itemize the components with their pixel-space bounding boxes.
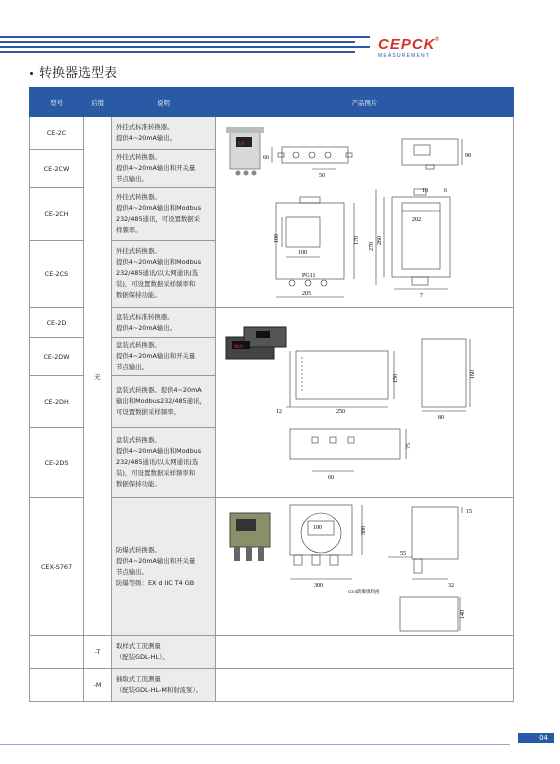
suffix-cell-merged: 无: [84, 117, 112, 636]
table-header-row: [30, 88, 514, 117]
bullet-icon: [30, 72, 33, 75]
svg-text:66: 66: [263, 155, 269, 161]
desc-cell: 盘装式转换器。 提供4~20mA输出和开关量 节点输出。: [112, 338, 216, 376]
brand-logo: [378, 38, 448, 60]
model-cell: [30, 669, 84, 702]
brand-name: CEPCK: [378, 36, 436, 53]
svg-text:100: 100: [274, 234, 280, 243]
desc-cell: 防爆式转换器。 提供4~20mA输出和开关量 节点输出。 防爆等级：EX d IIC T4 GB: [112, 498, 216, 636]
svg-text:0.0: 0.0: [238, 142, 245, 147]
desc-cell: 外挂式转换器。 提供4~20mA输出和Modbus 232/485通讯，可设置数据采 样频率。: [112, 188, 216, 240]
svg-text:7: 7: [420, 293, 423, 299]
header-desc: 说明: [112, 88, 216, 117]
explosion-proof-drawings: [216, 499, 512, 635]
desc-cell: 盘装式转换器。 提供4~20mA输出和Modbus 232/485通讯/以太网通讯(选 装)，可设置数据采样频率和 数据保持功能。: [112, 428, 216, 498]
svg-text:12: 12: [276, 408, 282, 415]
svg-text:10: 10: [422, 188, 428, 194]
svg-text:300: 300: [361, 525, 367, 535]
image-cell-empty: [216, 669, 514, 702]
svg-text:170: 170: [354, 236, 360, 245]
wall-converter-photo: [226, 127, 264, 176]
svg-text:270: 270: [369, 242, 375, 251]
page-title: 转换器选型表: [30, 62, 117, 81]
panel-front-view: [286, 351, 394, 407]
header-suffix: 后缀: [84, 88, 112, 117]
svg-text:15: 15: [466, 508, 472, 515]
desc-cell: 盘装式标准转换器。 提供4~20mA输出。: [112, 308, 216, 338]
svg-text:160: 160: [470, 369, 476, 379]
svg-text:250: 250: [336, 408, 345, 415]
panel-cutout-view: [290, 429, 406, 471]
panel-mount-drawings: [216, 311, 512, 495]
converter-spec-table: [29, 87, 514, 702]
model-cell: CE-2DS: [30, 428, 84, 498]
image-cell-wall-mount: [216, 117, 514, 308]
exproof-bottom-view: [400, 597, 460, 631]
wall-mount-drawings: [216, 117, 512, 307]
svg-text:00.0: 00.0: [234, 344, 243, 350]
model-cell: CE-2CH: [30, 188, 84, 240]
exproof-front-view: [290, 505, 362, 579]
desc-cell: 取样式工况测量 （配装GDL-HL）。: [112, 636, 216, 669]
svg-text:32: 32: [448, 582, 454, 589]
panel-side-view: [422, 339, 470, 411]
model-cell: CE-2DH: [30, 376, 84, 428]
header-image: 产品图片: [216, 88, 514, 117]
table-row: [30, 636, 514, 669]
svg-text:98: 98: [465, 153, 471, 159]
svg-text:80: 80: [438, 414, 444, 421]
model-cell: [30, 636, 84, 669]
image-cell-panel-mount: [216, 308, 514, 498]
image-cell-explosion-proof: [216, 498, 514, 636]
svg-text:100: 100: [313, 524, 322, 531]
svg-text:300: 300: [314, 582, 323, 589]
model-cell: CEX-S767: [30, 498, 84, 636]
svg-text:150: 150: [393, 373, 399, 383]
svg-text:140: 140: [460, 609, 466, 619]
model-cell: CE-2CS: [30, 240, 84, 307]
svg-text:75: 75: [406, 442, 412, 449]
front-view-drawing: [276, 197, 354, 297]
header-model: 型号: [30, 88, 84, 117]
svg-text:60: 60: [328, 474, 334, 481]
svg-text:50: 50: [319, 173, 325, 179]
desc-cell: 外挂式转换器。 提供4~20mA输出和Modbus 232/485通讯/以太网通讯(选 装)，可设置数据采样频率和 数据保持功能。: [112, 240, 216, 307]
table-row: [30, 117, 514, 150]
svg-text:G3/4防爆填料函: G3/4防爆填料函: [348, 588, 380, 594]
brand-reg-mark: ®: [434, 36, 440, 43]
svg-text:202: 202: [412, 217, 421, 223]
svg-text:260: 260: [377, 236, 383, 245]
footer-bar: [0, 744, 560, 764]
brand-tagline: MEASUREMENT: [378, 53, 431, 59]
top-view-drawing: [272, 147, 352, 169]
model-cell: CE-2C: [30, 117, 84, 150]
page-number: 04: [518, 733, 554, 743]
header-stripes: [0, 36, 370, 54]
svg-text:100: 100: [298, 250, 307, 256]
svg-text:205: 205: [302, 291, 311, 297]
model-cell: CE-2DW: [30, 338, 84, 376]
desc-cell: 抽取式工况测量 （配装GDL-HL-M和射流泵）。: [112, 669, 216, 702]
panel-converter-photo: [226, 327, 286, 359]
side-view-drawing: [402, 139, 462, 169]
back-view-drawing: [376, 189, 450, 289]
desc-cell: 外挂式转换器。 提供4~20mA输出和开关量 节点输出。: [112, 150, 216, 188]
table-row: [30, 669, 514, 702]
model-cell: CE-2D: [30, 308, 84, 338]
svg-text:55: 55: [400, 550, 406, 557]
suffix-cell: -M: [84, 669, 112, 702]
desc-cell: 外挂式标准转换器。 提供4~20mA输出。: [112, 117, 216, 150]
exproof-converter-photo: [230, 513, 270, 561]
svg-text:PG11: PG11: [302, 273, 316, 279]
svg-text:6: 6: [444, 188, 447, 194]
suffix-cell: -T: [84, 636, 112, 669]
desc-cell: 盘装式转换器。提供4~20mA 输出和Modbus232/485通讯， 可设置数据采样频率。: [112, 376, 216, 428]
image-cell-empty: [216, 636, 514, 669]
model-cell: CE-2CW: [30, 150, 84, 188]
exproof-side-view: [388, 507, 462, 579]
